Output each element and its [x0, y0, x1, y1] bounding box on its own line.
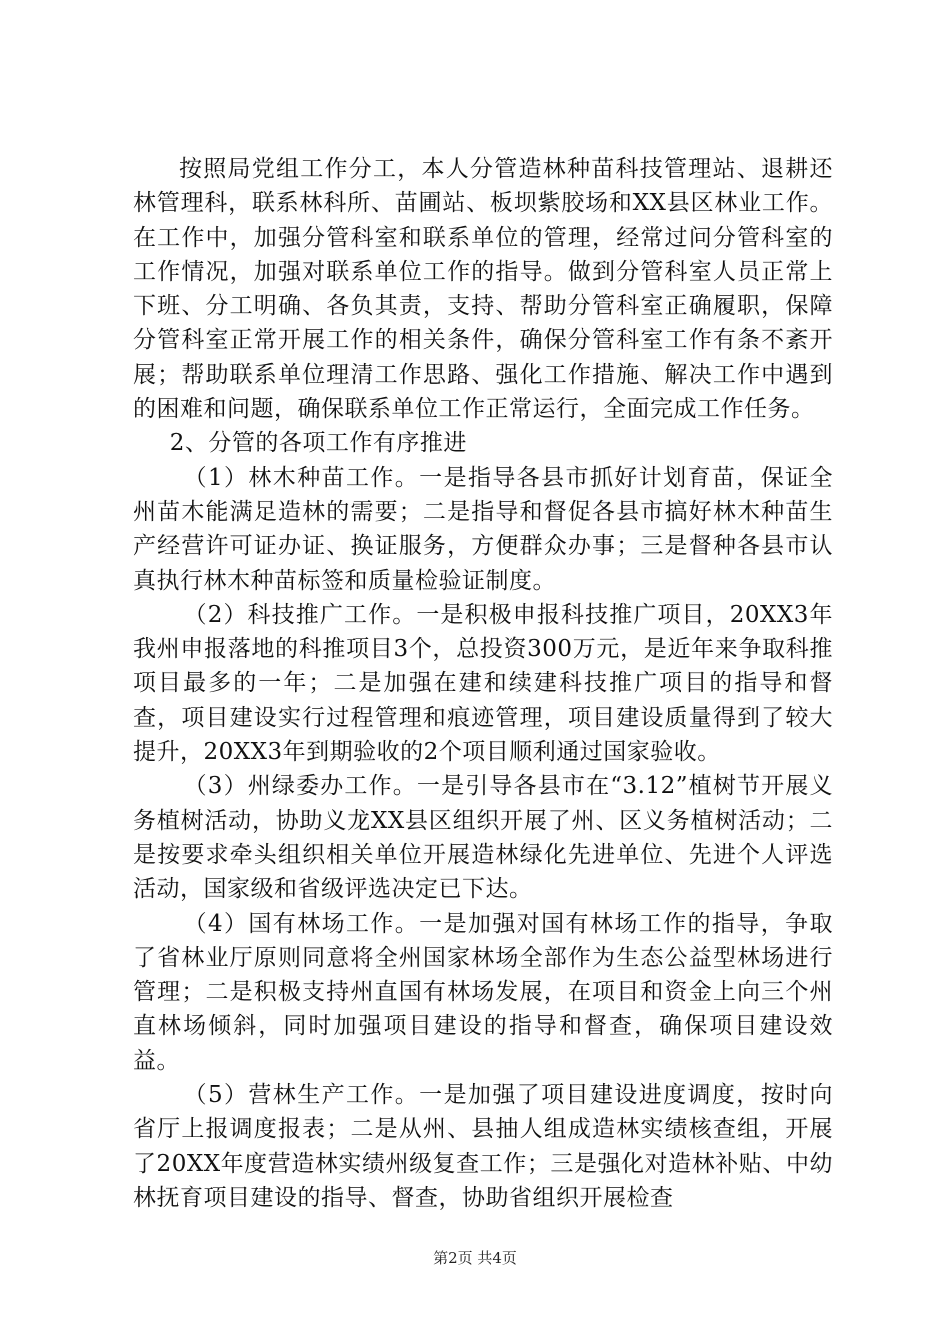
document-body — [133, 152, 833, 1215]
paragraph-forestry-production: （5）营林生产工作。一是加强了项目建设进度调度，按时向省厅上报调度报表；二是从州、县抽人组成造林实绩核查组，开展了20XX年度营造林实绩州级复查工作；三是强化对造林补贴、中幼林抚育项目建设的指导、督查，协助省组织开展检查 — [133, 1082, 833, 1211]
paragraph-state-forest-farm: （4）国有林场工作。一是加强对国有林场工作的指导，争取了省林业厅原则同意将全州国家林场全部作为生态公益型林场进行管理；二是积极支持州直国有林场发展，在项目和资金上向三个州直林场倾斜，同时加强项目建设的指导和督查，确保项目建设效益。 — [133, 910, 833, 1074]
paragraph-seedling-work: （1）林木种苗工作。一是指导各县市抓好计划育苗，保证全州苗木能满足造林的需要；二是指导和督促各县市搞好林木种苗生产经营许可证办证、换证服务，方便群众办事；三是督种各县市认真执行林木种苗标签和质量检验证制度。 — [133, 464, 833, 594]
section-heading: 2、分管的各项工作有序推进 — [169, 430, 467, 457]
paragraph-responsibilities: 按照局党组工作分工，本人分管造林种苗科技管理站、退耕还林管理科，联系林科所、苗圃站、板坝紫胶场和XX县区林业工作。在工作中，加强分管科室和联系单位的管理，经常过问分管科室的工作情况，加强对联系单位工作的指导。做到分管科室人员正常上下班、分工明确、各负其责，支持、帮助分管科室正确履职，保障分管科室正常开展工作的相关条件，确保分管科室工作有条不紊开展；帮助联系单位理清工作思路、强化工作措施、解决工作中遇到的困难和问题，确保联系单位工作正常运行，全面完成工作任务。 — [133, 156, 833, 423]
page-number-footer: 第2页 共4页 — [433, 1249, 517, 1267]
paragraph-tech-promotion: （2）科技推广工作。一是积极申报科技推广项目，20XX3年我州申报落地的科推项目3个，总投资300万元，是近年来争取科推项目最多的一年；二是加强在建和续建科技推广项目的指导和督查，项目建设实行过程管理和痕迹管理，项目建设质量得到了较大提升，20XX3年到期验收的2个项目顺利通过国家验收。 — [133, 601, 833, 766]
paragraph-greening-office: （3）州绿委办工作。一是引导各县市在“3.12”植树节开展义务植树活动，协助义龙XX县区组织开展了州、区义务植树活动；二是按要求牵头组织相关单位开展造林绿化先进单位、先进个人评选活动，国家级和省级评选决定已下达。 — [133, 773, 833, 903]
